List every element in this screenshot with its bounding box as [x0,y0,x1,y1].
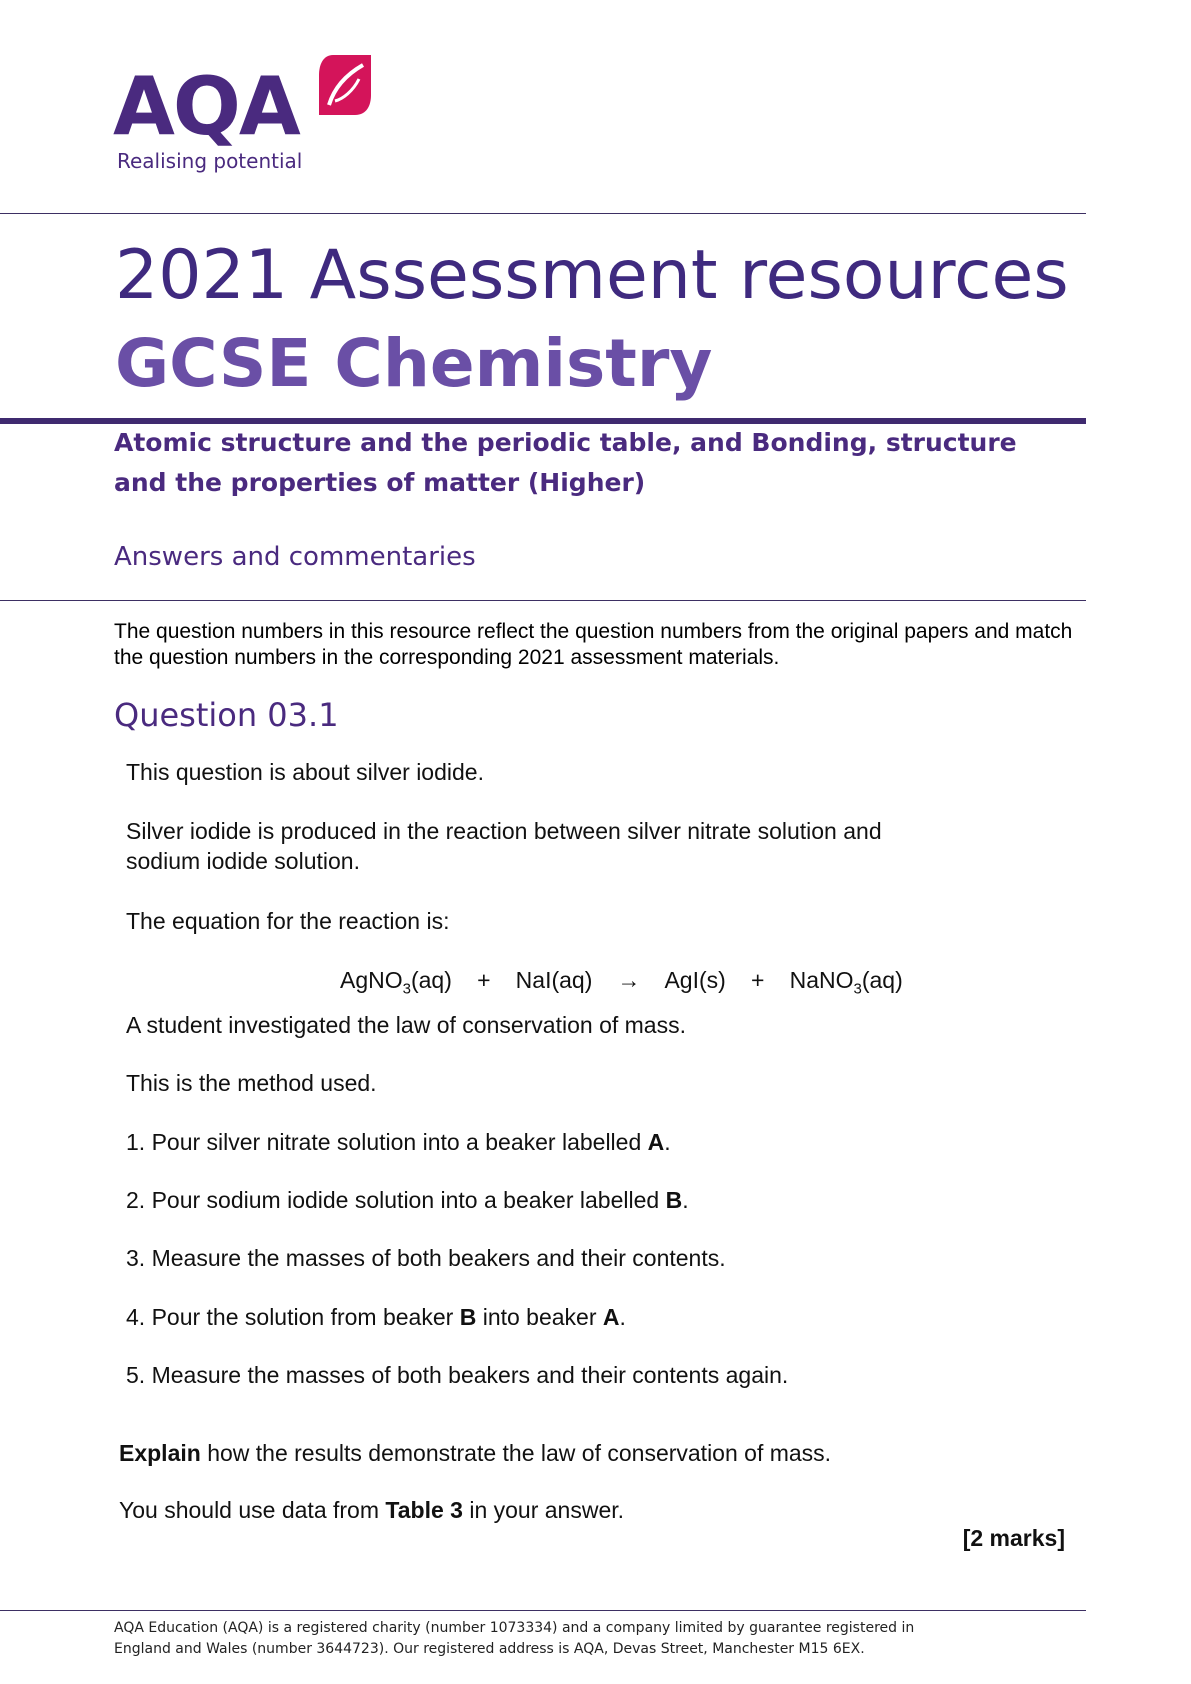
method-step-2: 2. Pour sodium iodide solution into a beaker labelled B. [126,1187,689,1213]
explain-instruction: Explain how the results demonstrate the law of conservation of mass. [119,1440,832,1466]
topic-subtitle: Atomic structure and the periodic table, and Bonding, structure and the properties of matter (Higher) [114,428,1017,497]
investigation-text: A student investigated the law of conservation of mass. [126,1012,686,1038]
section-divider [0,600,1086,601]
intro-text: The question numbers in this resource reflect the question numbers from the original papers and match the question numbers in the corresponding 2021 assessment materials. [114,620,1073,669]
method-step-3: 3. Measure the masses of both beakers and their contents. [126,1245,726,1271]
logo-tagline: Realising potential [117,149,303,173]
leaf-icon [315,55,371,115]
footer-divider [0,1610,1086,1611]
header-divider [0,213,1086,214]
aqa-logo [113,55,385,175]
answers-label: Answers and commentaries [114,542,476,572]
marks-label: [2 marks] [962,1525,1065,1551]
use-data-instruction: You should use data from Table 3 in your answer. [119,1497,625,1523]
method-step-1: 1. Pour silver nitrate solution into a beaker labelled A. [126,1129,671,1155]
subject-title: GCSE Chemistry [115,325,713,402]
question-context-line2: sodium iodide solution. [126,848,360,874]
footer-line-1: AQA Education (AQA) is a registered charity (number 1073334) and a company limited by guarantee registered in [114,1620,915,1636]
logo-wordmark: AQA [113,60,299,153]
question-context-line1: Silver iodide is produced in the reaction between silver nitrate solution and [126,818,882,844]
footer-line-2: England and Wales (number 3644723). Our registered address is AQA, Devas Street, Manchester M15 6EX. [114,1641,865,1657]
question-intro: This question is about silver iodide. [126,759,484,785]
footer-text [114,1618,934,1660]
arrow-icon: → [617,967,641,993]
method-step-4: 4. Pour the solution from beaker B into beaker A. [126,1304,626,1330]
chemical-equation: AgNO$_3$(aq) + NaI(aq) → AgI(s) + NaNO$_3$(aq) [340,967,903,998]
page-title: 2021 Assessment resources [115,236,1069,315]
equation-intro: The equation for the reaction is: [126,908,450,934]
method-step-5: 5. Measure the masses of both beakers and their contents again. [126,1362,789,1388]
question-heading: Question 03.1 [114,696,339,734]
method-intro: This is the method used. [126,1070,377,1096]
